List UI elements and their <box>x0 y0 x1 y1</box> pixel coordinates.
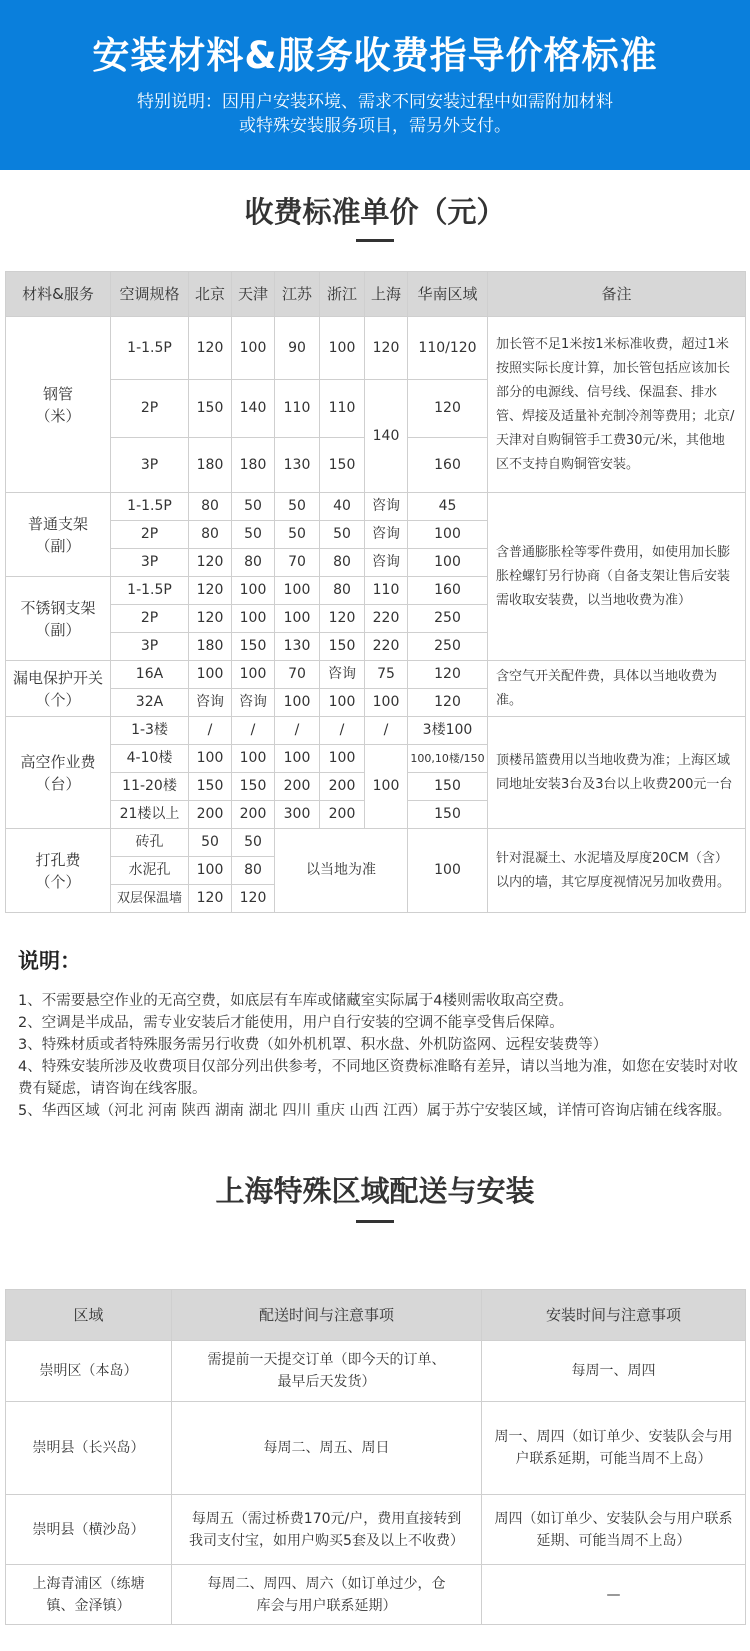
note-cell-pipe: 加长管不足1米按1米标准收费，超过1米按照实际长度计算，加长管包括应该加长部分的电源线、信号线、保温套、排水管、焊接及适量补充制冷剂等费用；北京/天津对自购铜管手工费30元/米，其他地区不支持自购铜管安装。 <box>488 317 746 493</box>
price-cell: 160 <box>408 577 488 605</box>
price-cell: 100 <box>232 661 275 689</box>
spec-cell: 1-1.5P <box>111 317 189 380</box>
price-cell: 咨询 <box>320 661 365 689</box>
price-cell-shanghai-merged: 140 <box>365 380 408 493</box>
price-cell: 140 <box>232 380 275 438</box>
note-cell-bracket: 含普通膨胀栓等零件费用，如使用加长膨胀栓螺钉另行协商（自备支架让售后安装需收取安装费，以当地收费为准） <box>488 493 746 661</box>
price-cell: 120 <box>408 661 488 689</box>
price-cell: 80 <box>320 549 365 577</box>
note-cell-drilling: 针对混凝土、水泥墙及厚度20CM（含）以内的墙，其它厚度视情况另加收费用。 <box>488 829 746 913</box>
table-row <box>6 317 746 380</box>
price-cell: 80 <box>232 857 275 885</box>
header-cell: 区域 <box>6 1290 172 1341</box>
service-cell-bracket <box>6 493 111 577</box>
price-cell: 100 <box>275 745 320 773</box>
price-cell: 150 <box>189 773 232 801</box>
price-cell: 150 <box>232 773 275 801</box>
price-cell: 180 <box>189 438 232 493</box>
section-title-prices: 收费标准单价（元） <box>244 195 506 229</box>
header-cell: 配送时间与注意事项 <box>172 1290 482 1341</box>
price-cell: 180 <box>232 438 275 493</box>
price-cell: 100 <box>408 521 488 549</box>
header-cell: 华南区域 <box>408 272 488 317</box>
notes-title: 说明： <box>18 949 81 973</box>
price-cell: 咨询 <box>189 689 232 717</box>
shanghai-table <box>5 1289 746 1625</box>
service-name: 普通支架 <box>27 514 88 533</box>
price-cell: 110 <box>275 380 320 438</box>
spec-cell: 1-3楼 <box>111 717 189 745</box>
spec-cell: 2P <box>111 521 189 549</box>
price-cell: 100 <box>408 549 488 577</box>
header-cell: 天津 <box>232 272 275 317</box>
page-title: 安装材料&服务收费指导价格标准 <box>92 34 658 77</box>
price-cell: 咨询 <box>232 689 275 717</box>
banner-note-line-2: 或特殊安装服务项目，需另外支付。 <box>239 116 511 136</box>
price-cell: 120 <box>189 577 232 605</box>
price-cell: 150 <box>232 633 275 661</box>
price-cell: 50 <box>232 493 275 521</box>
header-cell: 备注 <box>488 272 746 317</box>
price-cell: / <box>232 717 275 745</box>
price-cell: 100 <box>275 577 320 605</box>
price-cell: / <box>365 717 408 745</box>
area-cell: 崇明县（横沙岛） <box>6 1495 172 1565</box>
list-item: 5、华西区域（河北 河南 陕西 湖南 湖北 四川 重庆 山西 江西）属于苏宁安装区域，详情可咨询店铺在线客服。 <box>18 1103 732 1119</box>
price-cell: 咨询 <box>365 549 408 577</box>
price-cell: 200 <box>275 773 320 801</box>
table-row <box>6 1402 746 1495</box>
price-cell: 120 <box>232 885 275 913</box>
service-cell-high-altitude <box>6 717 111 829</box>
price-cell: 100 <box>365 689 408 717</box>
service-unit: （台） <box>35 774 81 793</box>
service-name: 漏电保护开关 <box>12 668 103 687</box>
price-cell: 3楼100 <box>408 717 488 745</box>
price-cell: 100 <box>189 745 232 773</box>
price-cell: 100 <box>232 317 275 380</box>
price-cell: 50 <box>232 521 275 549</box>
banner-note-line-1: 特别说明：因用户安装环境、需求不同安装过程中如需附加材料 <box>137 92 613 112</box>
spec-cell: 16A <box>111 661 189 689</box>
table-row <box>6 1495 746 1565</box>
header-banner <box>0 0 750 170</box>
price-cell: 220 <box>365 605 408 633</box>
price-cell: 150 <box>408 801 488 829</box>
price-cell: 100 <box>189 661 232 689</box>
price-cell: 50 <box>232 829 275 857</box>
table-row <box>6 1565 746 1625</box>
price-cell-local-standard: 以当地为准 <box>275 829 408 913</box>
price-cell-shanghai-merged: 100 <box>365 745 408 829</box>
header-cell: 材料&服务 <box>6 272 111 317</box>
table-header-row <box>6 1290 746 1341</box>
price-cell: 160 <box>408 438 488 493</box>
price-cell: 110 <box>365 577 408 605</box>
list-item: 4、特殊安装所涉及收费项目仅部分列出供参考，不同地区资费标准略有差异，请以当地为准，如您在安装时对收费有疑虑，请咨询在线客服。 <box>18 1059 738 1097</box>
price-cell: 100 <box>275 605 320 633</box>
section-divider <box>356 239 394 242</box>
install-cell: 周四（如订单少、安装队会与用户联系延期、可能当周不上岛） <box>482 1495 746 1565</box>
price-cell: 50 <box>275 521 320 549</box>
table-row <box>6 493 746 521</box>
price-cell: 180 <box>189 633 232 661</box>
spec-cell: 2P <box>111 605 189 633</box>
price-cell: 120 <box>189 605 232 633</box>
price-cell: 咨询 <box>365 521 408 549</box>
service-unit: （米） <box>35 406 81 425</box>
price-cell: 100 <box>232 605 275 633</box>
header-cell: 浙江 <box>320 272 365 317</box>
notes-list <box>18 990 738 1122</box>
header-cell: 空调规格 <box>111 272 189 317</box>
service-unit: （副） <box>35 536 81 555</box>
price-cell: 70 <box>275 661 320 689</box>
spec-cell: 水泥孔 <box>111 857 189 885</box>
price-cell: 100 <box>232 577 275 605</box>
price-cell: 120 <box>365 317 408 380</box>
price-cell: 150 <box>320 438 365 493</box>
price-cell: 200 <box>232 801 275 829</box>
list-item: 3、特殊材质或者特殊服务需另行收费（如外机机罩、积水盘、外机防盗网、远程安装费等） <box>18 1037 608 1053</box>
price-cell: 120 <box>189 549 232 577</box>
spec-cell: 11-20楼 <box>111 773 189 801</box>
delivery-cell: 每周二、周五、周日 <box>172 1402 482 1495</box>
price-cell: 50 <box>275 493 320 521</box>
price-cell: 100 <box>320 689 365 717</box>
price-cell: 120 <box>408 689 488 717</box>
note-cell-breaker: 含空气开关配件费，具体以当地收费为准。 <box>488 661 746 717</box>
service-unit: （副） <box>35 620 81 639</box>
table-header-row <box>6 272 746 317</box>
header-cell: 江苏 <box>275 272 320 317</box>
spec-cell: 1-1.5P <box>111 493 189 521</box>
price-cell: 120 <box>189 317 232 380</box>
spec-cell: 双层保温墙 <box>111 885 189 913</box>
price-cell: / <box>320 717 365 745</box>
price-cell: 200 <box>189 801 232 829</box>
service-name: 钢管 <box>42 384 73 403</box>
delivery-cell: 每周五（需过桥费170元/户，费用直接转到我司支付宝，如用户购买5套及以上不收费） <box>172 1495 482 1565</box>
install-cell: — <box>482 1565 746 1625</box>
price-table <box>5 271 746 913</box>
price-cell: 120 <box>189 885 232 913</box>
price-cell: 120 <box>408 380 488 438</box>
price-cell-south-merged: 100 <box>408 829 488 913</box>
service-name: 不锈钢支架 <box>20 598 96 617</box>
table-row <box>6 661 746 689</box>
spec-cell: 21楼以上 <box>111 801 189 829</box>
price-cell: 250 <box>408 605 488 633</box>
service-unit: （个） <box>35 872 81 891</box>
header-cell: 北京 <box>189 272 232 317</box>
delivery-cell: 每周二、周四、周六（如订单过少，仓库会与用户联系延期） <box>172 1565 482 1625</box>
spec-cell: 1-1.5P <box>111 577 189 605</box>
service-unit: （个） <box>35 690 81 709</box>
list-item: 2、空调是半成品，需专业安装后才能使用，用户自行安装的空调不能享受售后保障。 <box>18 1015 564 1031</box>
price-cell: 50 <box>189 829 232 857</box>
spec-cell: 3P <box>111 633 189 661</box>
spec-cell: 3P <box>111 438 189 493</box>
price-cell: 130 <box>275 633 320 661</box>
notes-section <box>18 945 738 1122</box>
price-cell: 100 <box>320 745 365 773</box>
service-cell-stainless-bracket <box>6 577 111 661</box>
price-cell: 75 <box>365 661 408 689</box>
price-cell: 80 <box>189 493 232 521</box>
price-cell: 80 <box>189 521 232 549</box>
price-cell: 咨询 <box>365 493 408 521</box>
price-cell: 100 <box>275 689 320 717</box>
spec-cell: 砖孔 <box>111 829 189 857</box>
price-cell: 80 <box>320 577 365 605</box>
service-name: 打孔费 <box>35 850 81 869</box>
header-cell: 上海 <box>365 272 408 317</box>
spec-cell: 2P <box>111 380 189 438</box>
price-cell: 100 <box>189 857 232 885</box>
price-cell: 100 <box>320 317 365 380</box>
price-cell: 70 <box>275 549 320 577</box>
area-cell: 上海青浦区（练塘镇、金泽镇） <box>6 1565 172 1625</box>
price-cell: / <box>275 717 320 745</box>
price-cell: 100 <box>232 745 275 773</box>
table-row <box>6 829 746 857</box>
table-row <box>6 717 746 745</box>
service-cell-drilling <box>6 829 111 913</box>
section-divider <box>356 1220 394 1223</box>
service-name: 高空作业费 <box>20 752 96 771</box>
price-cell: 300 <box>275 801 320 829</box>
price-cell: 150 <box>320 633 365 661</box>
price-cell: 90 <box>275 317 320 380</box>
price-cell: 220 <box>365 633 408 661</box>
price-cell: 150 <box>408 773 488 801</box>
price-cell: 110/120 <box>408 317 488 380</box>
price-cell: 100,10楼/150 <box>408 745 488 773</box>
price-cell: 45 <box>408 493 488 521</box>
spec-cell: 4-10楼 <box>111 745 189 773</box>
price-cell: 40 <box>320 493 365 521</box>
price-cell: / <box>189 717 232 745</box>
delivery-cell: 需提前一天提交订单（即今天的订单、最早后天发货） <box>172 1341 482 1402</box>
install-cell: 周一、周四（如订单少、安装队会与用户联系延期，可能当周不上岛） <box>482 1402 746 1495</box>
header-cell: 安装时间与注意事项 <box>482 1290 746 1341</box>
table-row <box>6 1341 746 1402</box>
price-cell: 120 <box>320 605 365 633</box>
area-cell: 崇明县（长兴岛） <box>6 1402 172 1495</box>
price-cell: 250 <box>408 633 488 661</box>
price-cell: 110 <box>320 380 365 438</box>
service-cell-breaker <box>6 661 111 717</box>
price-cell: 150 <box>189 380 232 438</box>
spec-cell: 3P <box>111 549 189 577</box>
note-cell-high-altitude: 顶楼吊篮费用以当地收费为准；上海区域同地址安装3台及3台以上收费200元一台 <box>488 717 746 829</box>
area-cell: 崇明区（本岛） <box>6 1341 172 1402</box>
install-cell: 每周一、周四 <box>482 1341 746 1402</box>
service-cell-pipe <box>6 317 111 493</box>
price-cell: 50 <box>320 521 365 549</box>
list-item: 1、不需要悬空作业的无高空费，如底层有车库或储藏室实际属于4楼则需收取高空费。 <box>18 993 573 1009</box>
price-cell: 200 <box>320 801 365 829</box>
spec-cell: 32A <box>111 689 189 717</box>
price-cell: 200 <box>320 773 365 801</box>
price-cell: 80 <box>232 549 275 577</box>
section-title-shanghai: 上海特殊区域配送与安装 <box>215 1174 535 1208</box>
price-cell: 130 <box>275 438 320 493</box>
